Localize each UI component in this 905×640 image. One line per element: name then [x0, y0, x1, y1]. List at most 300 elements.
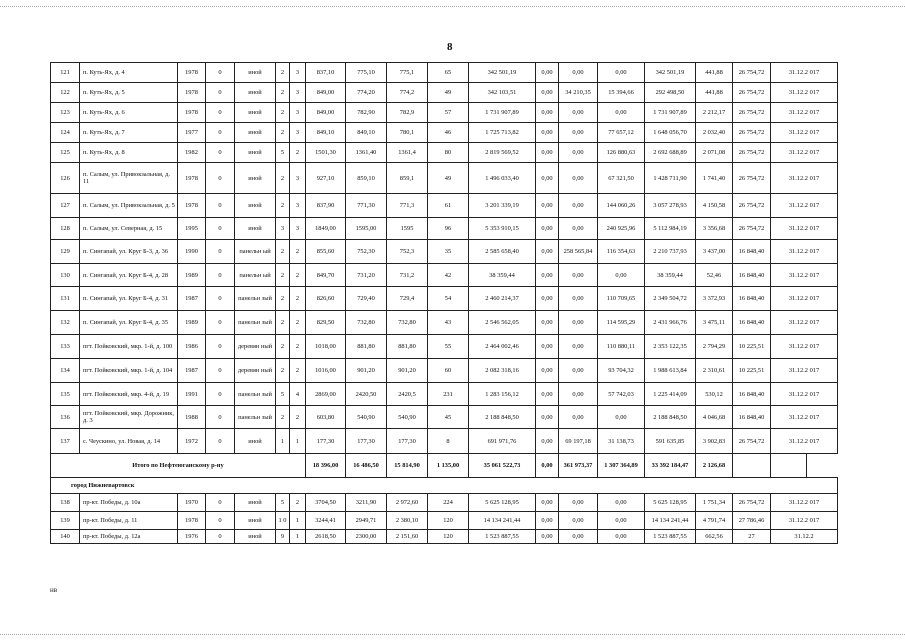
cell-c4: 0 [206, 530, 235, 544]
table-row [51, 494, 838, 512]
cell-cost: 5 625 128,95 [469, 494, 536, 512]
cell-area-res: 774,2 [387, 83, 428, 103]
cell-date: 31.12.2 017 [771, 240, 838, 264]
cell-entr: 2 [290, 240, 306, 264]
cell-v3: 57 742,03 [598, 383, 645, 406]
cell-cost: 1 283 156,12 [469, 383, 536, 406]
cell-v1: 0,00 [536, 359, 559, 383]
cell-people: 120 [428, 512, 469, 530]
cell-address: п. Сингапай, ул. Круг Б-4, д. 28 [80, 264, 178, 287]
cell-v4: 1 225 414,09 [645, 383, 696, 406]
cell-cost: 2 585 658,40 [469, 240, 536, 264]
cell-v6: 16 848,40 [733, 406, 771, 429]
cell-area-total: 826,60 [306, 287, 346, 311]
cell-v5: 4 046,68 [696, 406, 733, 429]
cell-date: 31.12.2 017 [771, 383, 838, 406]
cell-date: 31.12.2 017 [771, 335, 838, 359]
cell-cost: 1 496 033,40 [469, 163, 536, 194]
cell-people: 96 [428, 218, 469, 240]
cell-entr: 2 [290, 143, 306, 163]
cell-cost: 2 546 562,05 [469, 311, 536, 335]
total-v1: 0,00 [536, 454, 559, 478]
cell-v1: 0,00 [536, 494, 559, 512]
cell-v2: 0,00 [559, 530, 598, 544]
cell-floors: 2 [276, 287, 290, 311]
cell-entr: 3 [290, 163, 306, 194]
cell-v3: 31 138,73 [598, 429, 645, 454]
cell-people: 42 [428, 264, 469, 287]
cell-v4: 38 359,44 [645, 264, 696, 287]
cell-address: пгт. Пойковский, мкр. 4-й, д. 19 [80, 383, 178, 406]
cell-c4: 0 [206, 143, 235, 163]
cell-people: 60 [428, 359, 469, 383]
cell-v3: 240 925,96 [598, 218, 645, 240]
cell-entr: 4 [290, 383, 306, 406]
total-date [771, 454, 807, 478]
cell-area-res: 2 380,10 [387, 512, 428, 530]
cell-v6: 26 754,72 [733, 143, 771, 163]
cell-c4: 0 [206, 406, 235, 429]
cell-area-living: 774,20 [346, 83, 387, 103]
cell-v1: 0,00 [536, 218, 559, 240]
cell-people: 46 [428, 123, 469, 143]
cell-people: 43 [428, 311, 469, 335]
cell-v5: 2 032,40 [696, 123, 733, 143]
cell-c4: 0 [206, 123, 235, 143]
cell-no: 126 [51, 163, 80, 194]
cell-v1: 0,00 [536, 287, 559, 311]
cell-no: 139 [51, 512, 80, 530]
cell-c4: 0 [206, 512, 235, 530]
cell-v3: 93 704,32 [598, 359, 645, 383]
cell-v2: 0,00 [559, 264, 598, 287]
cell-v2: 0,00 [559, 218, 598, 240]
cell-v4: 1 428 711,90 [645, 163, 696, 194]
cell-people: 65 [428, 63, 469, 83]
total-area-living: 16 486,50 [346, 454, 387, 478]
cell-material: иной [235, 494, 276, 512]
cell-area-res: 1595 [387, 218, 428, 240]
cell-people: 35 [428, 240, 469, 264]
cell-date: 31.12.2 017 [771, 264, 838, 287]
cell-v2: 69 197,18 [559, 429, 598, 454]
cell-v1: 0,00 [536, 429, 559, 454]
cell-no: 132 [51, 311, 80, 335]
cell-people: 224 [428, 494, 469, 512]
total-cost: 35 061 522,73 [469, 454, 536, 478]
cell-people: 49 [428, 163, 469, 194]
cell-v2: 0,00 [559, 335, 598, 359]
cell-year: 1978 [178, 163, 206, 194]
cell-v6: 27 786,46 [733, 512, 771, 530]
cell-v4: 1 648 056,70 [645, 123, 696, 143]
cell-year: 1987 [178, 359, 206, 383]
cell-address: п. Салым, ул. Привокзальная, д. 11 [80, 163, 178, 194]
cell-v6: 26 754,72 [733, 83, 771, 103]
cell-floors: 5 [276, 383, 290, 406]
cell-address: п. Куть-Ях, д. 7 [80, 123, 178, 143]
total-row [51, 454, 838, 478]
cell-area-res: 771,3 [387, 194, 428, 218]
cell-v3: 0,00 [598, 264, 645, 287]
cell-year: 1978 [178, 194, 206, 218]
cell-year: 1991 [178, 383, 206, 406]
cell-year: 1978 [178, 83, 206, 103]
cell-v2: 0,00 [559, 512, 598, 530]
cell-v6: 16 848,40 [733, 287, 771, 311]
cell-area-res: 780,1 [387, 123, 428, 143]
cell-area-total: 849,00 [306, 83, 346, 103]
cell-material: панельн ый [235, 240, 276, 264]
table-row [51, 103, 838, 123]
cell-floors: 2 [276, 163, 290, 194]
cell-date: 31.12.2 017 [771, 359, 838, 383]
cell-no: 134 [51, 359, 80, 383]
cell-no: 124 [51, 123, 80, 143]
cell-year: 1987 [178, 287, 206, 311]
table-row [51, 359, 838, 383]
table-body-nizhnevartovsk [51, 494, 838, 544]
cell-v4: 591 635,85 [645, 429, 696, 454]
cell-address: п. Куть-Ях, д. 8 [80, 143, 178, 163]
cell-area-living: 177,30 [346, 429, 387, 454]
cell-area-res: 731,2 [387, 264, 428, 287]
cell-area-res: 732,80 [387, 311, 428, 335]
cell-entr: 3 [290, 218, 306, 240]
cell-v4: 14 134 241,44 [645, 512, 696, 530]
cell-v4: 5 625 128,95 [645, 494, 696, 512]
cell-date: 31.12.2 017 [771, 311, 838, 335]
cell-date: 31.12.2 017 [771, 143, 838, 163]
cell-v1: 0,00 [536, 383, 559, 406]
cell-entr: 2 [290, 494, 306, 512]
cell-cost: 38 359,44 [469, 264, 536, 287]
cell-v2: 0,00 [559, 311, 598, 335]
cell-v6: 27 [733, 530, 771, 544]
cell-v2: 34 210,35 [559, 83, 598, 103]
cell-entr: 3 [290, 123, 306, 143]
cell-v6: 26 754,72 [733, 163, 771, 194]
cell-floors: 2 [276, 311, 290, 335]
cell-area-living: 1595,00 [346, 218, 387, 240]
cell-v5: 3 356,68 [696, 218, 733, 240]
cell-cost: 5 353 910,15 [469, 218, 536, 240]
cell-cost: 1 523 887,55 [469, 530, 536, 544]
cell-v6: 26 754,72 [733, 194, 771, 218]
table-row [51, 143, 838, 163]
cell-material: иной [235, 218, 276, 240]
cell-area-total: 2869,00 [306, 383, 346, 406]
cell-area-res: 859,1 [387, 163, 428, 194]
cell-material: деревян ный [235, 359, 276, 383]
cell-v1: 0,00 [536, 83, 559, 103]
cell-material: иной [235, 123, 276, 143]
cell-v5: 441,88 [696, 83, 733, 103]
table-row [51, 429, 838, 454]
cell-v4: 3 057 278,93 [645, 194, 696, 218]
cell-v5: 2 794,29 [696, 335, 733, 359]
cell-v3: 15 394,66 [598, 83, 645, 103]
cell-people: 120 [428, 530, 469, 544]
cell-v6: 16 848,40 [733, 264, 771, 287]
cell-area-total: 829,50 [306, 311, 346, 335]
cell-v1: 0,00 [536, 406, 559, 429]
cell-material: панельн ый [235, 264, 276, 287]
table-row [51, 311, 838, 335]
table-row [51, 383, 838, 406]
cell-v2: 258 565,84 [559, 240, 598, 264]
cell-material: иной [235, 530, 276, 544]
cell-area-total: 1501,30 [306, 143, 346, 163]
total-area-res: 15 814,90 [387, 454, 428, 478]
table-total-section [51, 454, 838, 494]
cell-address: пгт. Пойковский, мкр. 1-й, д. 100 [80, 335, 178, 359]
cell-v3: 0,00 [598, 530, 645, 544]
cell-v1: 0,00 [536, 194, 559, 218]
cell-no: 129 [51, 240, 80, 264]
cell-v1: 0,00 [536, 512, 559, 530]
cell-cost: 342 103,51 [469, 83, 536, 103]
cell-v6: 26 754,72 [733, 218, 771, 240]
cell-v2: 0,00 [559, 406, 598, 429]
cell-v4: 2 692 688,89 [645, 143, 696, 163]
cell-year: 1982 [178, 143, 206, 163]
cell-people: 80 [428, 143, 469, 163]
cell-area-res: 881,80 [387, 335, 428, 359]
cell-material: иной [235, 429, 276, 454]
cell-cost: 2 460 214,37 [469, 287, 536, 311]
cell-v5: 2 310,61 [696, 359, 733, 383]
cell-v1: 0,00 [536, 264, 559, 287]
cell-year: 1972 [178, 429, 206, 454]
cell-v3: 77 657,12 [598, 123, 645, 143]
cell-area-living: 732,80 [346, 311, 387, 335]
cell-floors: 2 [276, 123, 290, 143]
cell-address: с. Чеускино, ул. Новая, д. 14 [80, 429, 178, 454]
cell-material: иной [235, 194, 276, 218]
cell-entr: 3 [290, 63, 306, 83]
cell-area-total: 927,10 [306, 163, 346, 194]
cell-area-living: 540,90 [346, 406, 387, 429]
cell-v4: 1 988 613,84 [645, 359, 696, 383]
cell-area-res: 782,9 [387, 103, 428, 123]
cell-v1: 0,00 [536, 163, 559, 194]
cell-v4: 2 353 122,35 [645, 335, 696, 359]
total-v2: 361 973,37 [559, 454, 598, 478]
cell-area-total: 177,30 [306, 429, 346, 454]
cell-area-living: 2300,00 [346, 530, 387, 544]
cell-v5: 530,12 [696, 383, 733, 406]
cell-floors: 2 [276, 103, 290, 123]
cell-address: п. Сингапай, ул. Круг Б-3, д. 36 [80, 240, 178, 264]
cell-v2: 0,00 [559, 494, 598, 512]
cell-area-total: 849,00 [306, 103, 346, 123]
cell-floors: 2 [276, 83, 290, 103]
cell-v6: 26 754,72 [733, 123, 771, 143]
cell-area-res: 752,3 [387, 240, 428, 264]
cell-c4: 0 [206, 240, 235, 264]
cell-area-total: 849,10 [306, 123, 346, 143]
cell-area-living: 881,80 [346, 335, 387, 359]
cell-address: пр-кт. Победы, д. 11 [80, 512, 178, 530]
cell-v3: 126 880,63 [598, 143, 645, 163]
cell-area-res: 2 972,60 [387, 494, 428, 512]
bottom-scan-edge [0, 634, 905, 635]
cell-c4: 0 [206, 218, 235, 240]
cell-v1: 0,00 [536, 240, 559, 264]
cell-floors: 9 [276, 530, 290, 544]
cell-floors: 2 [276, 335, 290, 359]
cell-area-total: 1016,00 [306, 359, 346, 383]
cell-people: 61 [428, 194, 469, 218]
cell-entr: 1 [290, 530, 306, 544]
cell-floors: 2 [276, 240, 290, 264]
cell-entr: 2 [290, 287, 306, 311]
cell-entr: 1 [290, 429, 306, 454]
cell-v3: 114 595,29 [598, 311, 645, 335]
table-row [51, 63, 838, 83]
table-row [51, 335, 838, 359]
cell-v1: 0,00 [536, 63, 559, 83]
cell-area-living: 859,10 [346, 163, 387, 194]
total-area-total: 18 396,00 [306, 454, 346, 478]
cell-v2: 0,00 [559, 143, 598, 163]
cell-date: 31.12.2 017 [771, 63, 838, 83]
cell-v5: 2 071,08 [696, 143, 733, 163]
cell-area-living: 2949,71 [346, 512, 387, 530]
cell-date: 31.12.2 017 [771, 406, 838, 429]
cell-c4: 0 [206, 383, 235, 406]
cell-v3: 0,00 [598, 406, 645, 429]
cell-no: 128 [51, 218, 80, 240]
cell-entr: 2 [290, 359, 306, 383]
cell-v4: 1 523 887,55 [645, 530, 696, 544]
cell-floors: 1 0 [276, 512, 290, 530]
cell-v2: 0,00 [559, 63, 598, 83]
cell-address: п. Салым, ул. Северная, д. 15 [80, 218, 178, 240]
cell-no: 123 [51, 103, 80, 123]
cell-v4: 2 349 504,72 [645, 287, 696, 311]
table-row [51, 512, 838, 530]
cell-cost: 2 819 569,52 [469, 143, 536, 163]
cell-v5: 3 437,00 [696, 240, 733, 264]
cell-year: 1976 [178, 530, 206, 544]
cell-year: 1988 [178, 406, 206, 429]
cell-area-total: 1849,00 [306, 218, 346, 240]
cell-v4: 342 501,19 [645, 63, 696, 83]
cell-address: п. Сингапай, ул. Круг Б-4, д. 31 [80, 287, 178, 311]
cell-entr: 1 [290, 512, 306, 530]
cell-people: 55 [428, 335, 469, 359]
cell-no: 136 [51, 406, 80, 429]
cell-material: панельн зый [235, 383, 276, 406]
cell-address: пгт. Пойковский, мкр. Дорожник, д. 3 [80, 406, 178, 429]
cell-floors: 3 [276, 218, 290, 240]
cell-v1: 0,00 [536, 335, 559, 359]
cell-no: 122 [51, 83, 80, 103]
cell-year: 1989 [178, 311, 206, 335]
cell-date: 31.12.2 017 [771, 83, 838, 103]
cell-floors: 5 [276, 494, 290, 512]
cell-v5: 662,56 [696, 530, 733, 544]
cell-v6: 16 848,40 [733, 240, 771, 264]
cell-v3: 67 321,50 [598, 163, 645, 194]
cell-entr: 2 [290, 335, 306, 359]
cell-c4: 0 [206, 264, 235, 287]
cell-no: 137 [51, 429, 80, 454]
cell-entr: 2 [290, 311, 306, 335]
cell-address: п. Сингапай, ул. Круг Б-4, д. 35 [80, 311, 178, 335]
cell-material: деревян ный [235, 335, 276, 359]
cell-area-total: 837,10 [306, 63, 346, 83]
table-row [51, 530, 838, 544]
cell-cost: 342 501,19 [469, 63, 536, 83]
cell-material: панельн зый [235, 406, 276, 429]
cell-area-living: 782,90 [346, 103, 387, 123]
housing-table [50, 62, 838, 544]
cell-c4: 0 [206, 83, 235, 103]
cell-date: 31.12.2 017 [771, 512, 838, 530]
cell-cost: 1 725 713,82 [469, 123, 536, 143]
cell-area-res: 540,90 [387, 406, 428, 429]
cell-v2: 0,00 [559, 163, 598, 194]
cell-v6: 26 754,72 [733, 494, 771, 512]
cell-c4: 0 [206, 429, 235, 454]
cell-v3: 144 060,26 [598, 194, 645, 218]
cell-area-living: 775,10 [346, 63, 387, 83]
cell-v2: 0,00 [559, 383, 598, 406]
table-row [51, 123, 838, 143]
cell-area-living: 3211,90 [346, 494, 387, 512]
table-row [51, 83, 838, 103]
cell-v6: 10 225,51 [733, 359, 771, 383]
cell-v5: 2 212,17 [696, 103, 733, 123]
cell-material: иной [235, 103, 276, 123]
cell-v2: 0,00 [559, 194, 598, 218]
cell-v1: 0,00 [536, 103, 559, 123]
cell-area-total: 849,70 [306, 264, 346, 287]
cell-no: 127 [51, 194, 80, 218]
cell-floors: 2 [276, 63, 290, 83]
cell-v4: 1 731 907,89 [645, 103, 696, 123]
total-v6 [733, 454, 771, 478]
cell-no: 135 [51, 383, 80, 406]
cell-v2: 0,00 [559, 103, 598, 123]
cell-date: 31.12.2 017 [771, 429, 838, 454]
cell-entr: 3 [290, 103, 306, 123]
cell-area-res: 2420,5 [387, 383, 428, 406]
cell-cost: 2 464 002,46 [469, 335, 536, 359]
cell-v3: 0,00 [598, 512, 645, 530]
cell-area-living: 2420,50 [346, 383, 387, 406]
cell-v2: 0,00 [559, 287, 598, 311]
cell-people: 57 [428, 103, 469, 123]
cell-v5: 3 372,93 [696, 287, 733, 311]
cell-c4: 0 [206, 63, 235, 83]
cell-no: 130 [51, 264, 80, 287]
cell-material: иной [235, 512, 276, 530]
cell-area-total: 1018,00 [306, 335, 346, 359]
cell-floors: 1 [276, 429, 290, 454]
cell-address: п. Салым, ул. Привокзальная, д. 5 [80, 194, 178, 218]
cell-v2: 0,00 [559, 123, 598, 143]
cell-area-res: 775,1 [387, 63, 428, 83]
cell-cost: 2 188 848,50 [469, 406, 536, 429]
cell-v4: 292 498,50 [645, 83, 696, 103]
cell-people: 45 [428, 406, 469, 429]
table-body-nefteyugansk [51, 63, 838, 454]
cell-no: 125 [51, 143, 80, 163]
